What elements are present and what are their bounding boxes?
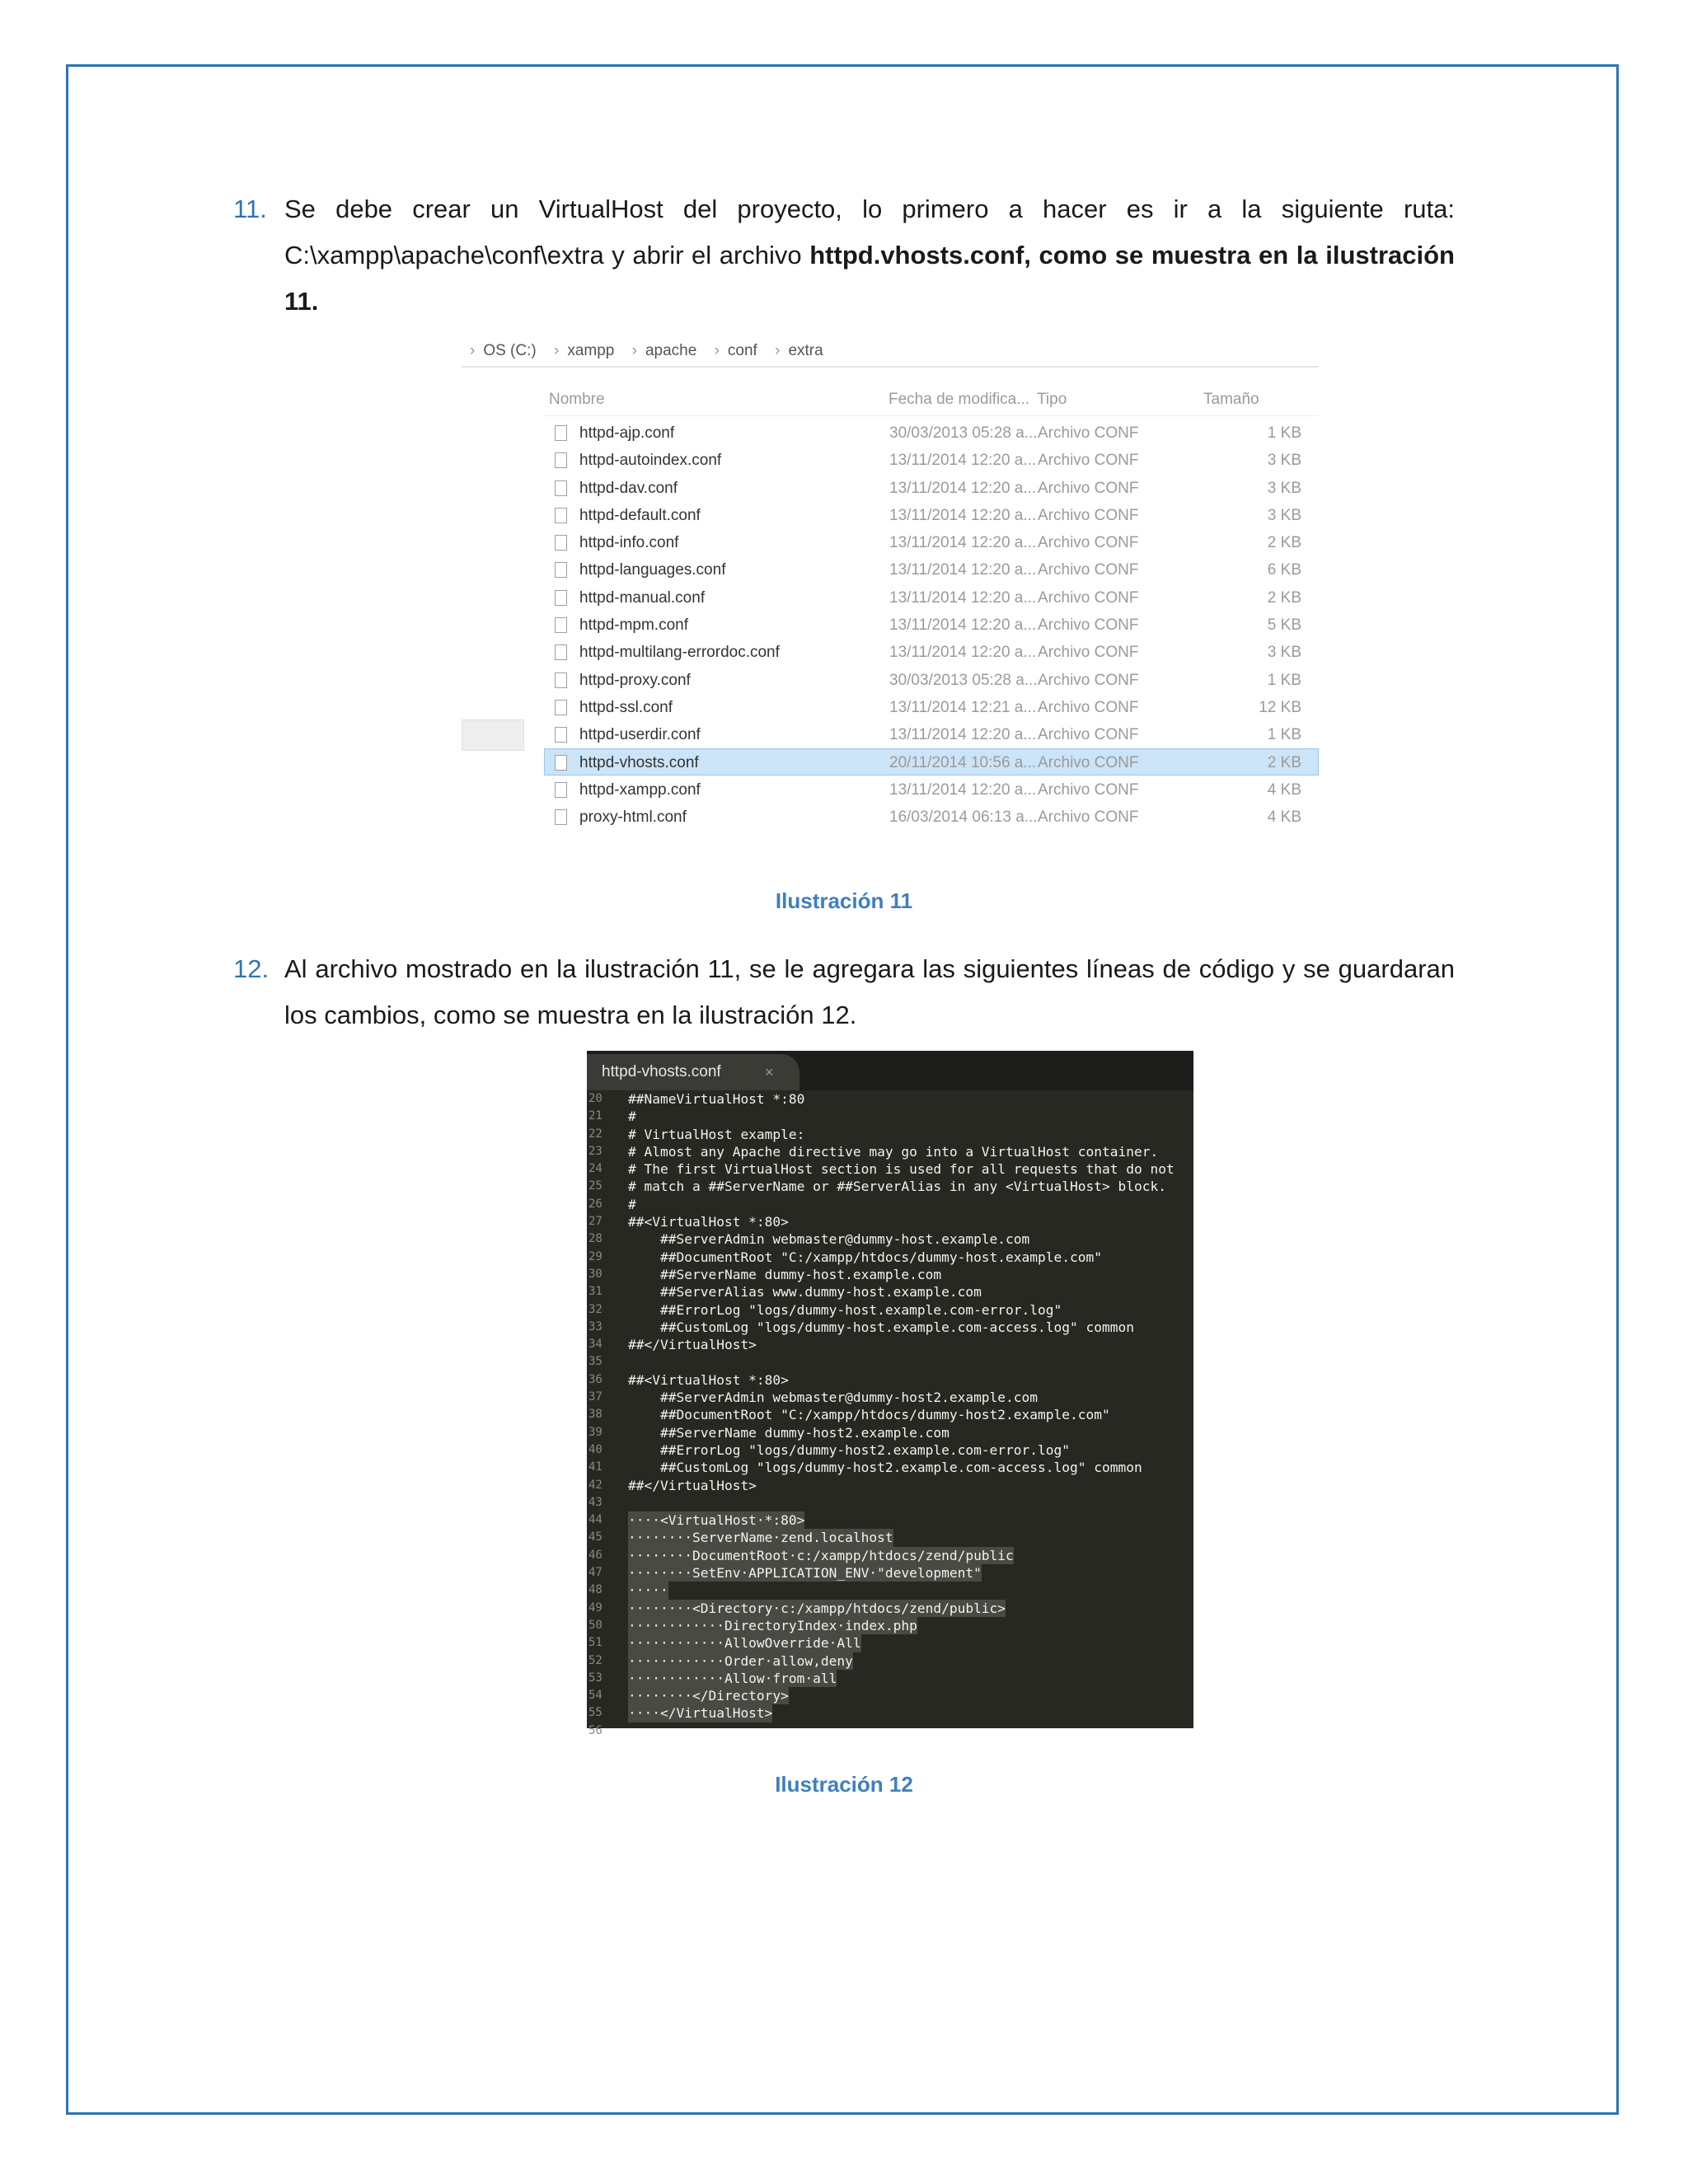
code-line (587, 1336, 1193, 1353)
file-icon (555, 452, 567, 468)
file-size: 4 KB (1267, 808, 1301, 827)
code-line (587, 1126, 1193, 1143)
code-line (587, 1213, 1193, 1230)
file-date: 13/11/2014 12:20 a... (889, 506, 1037, 524)
line-content: # Almost any Apache directive may go into a VirtualHost container. (628, 1143, 1159, 1160)
line-number: 52 (588, 1653, 603, 1667)
line-number: 35 (588, 1355, 603, 1369)
file-type: Archivo CONF (1038, 808, 1139, 827)
file-type: Archivo CONF (1038, 780, 1139, 799)
line-content: ········ServerName·zend.localhost (628, 1530, 893, 1546)
line-content: ············Allow·from·all (628, 1670, 837, 1686)
line-number: 42 (588, 1478, 603, 1492)
step-12-text: Al archivo mostrado en la ilustración 11, se le agregara las siguientes líneas de código y se guardaran los cambios, como se muestra en la ilustración 12. (284, 954, 1455, 1029)
breadcrumb-conf[interactable]: conf (727, 342, 757, 359)
line-number: 54 (588, 1689, 603, 1703)
file-name: httpd-info.conf (579, 534, 679, 552)
file-explorer-screenshot (462, 336, 1319, 831)
file-name: httpd-ajp.conf (579, 424, 675, 442)
line-number: 22 (588, 1127, 603, 1141)
code-line (587, 1406, 1193, 1423)
line-content: # VirtualHost example: (628, 1126, 805, 1142)
code-line (587, 1301, 1193, 1319)
line-content: ##</VirtualHost> (628, 1477, 757, 1493)
line-content: ········SetEnv·APPLICATION_ENV·"development" (628, 1565, 982, 1582)
column-header-date[interactable]: Fecha de modifica... (889, 391, 1030, 408)
column-header-name[interactable]: Nombre (549, 391, 605, 408)
line-content: ##DocumentRoot "C:/xampp/htdocs/dummy-host.example.com" (628, 1249, 1102, 1265)
file-date: 30/03/2013 05:28 a... (889, 424, 1038, 442)
line-content: ##ServerAdmin webmaster@dummy-host.example.com (628, 1231, 1030, 1248)
file-date: 13/11/2014 12:20 a... (889, 588, 1037, 607)
line-content: ##DocumentRoot "C:/xampp/htdocs/dummy-host2.example.com" (628, 1407, 1110, 1423)
line-content: ##ServerAdmin webmaster@dummy-host2.example.com (628, 1390, 1039, 1406)
line-number: 25 (588, 1179, 603, 1193)
file-list (544, 419, 1319, 830)
file-type: Archivo CONF (1038, 644, 1139, 662)
file-row[interactable] (544, 419, 1319, 446)
breadcrumb-apache[interactable]: apache (645, 342, 697, 359)
file-name: httpd-xampp.conf (579, 780, 701, 799)
file-name: httpd-default.conf (579, 506, 701, 524)
address-breadcrumb (462, 336, 1319, 368)
line-number: 47 (588, 1566, 603, 1580)
line-content: ##<VirtualHost *:80> (628, 1371, 789, 1388)
file-date: 13/11/2014 12:20 a... (889, 479, 1037, 497)
file-icon (555, 425, 567, 441)
step-11-number: 11. (233, 194, 267, 223)
line-number: 44 (588, 1513, 603, 1527)
file-name: httpd-vhosts.conf (579, 753, 699, 771)
line-content: # The first VirtualHost section is used for all requests that do not (628, 1161, 1175, 1178)
line-number: 30 (588, 1267, 603, 1281)
file-name: httpd-dav.conf (579, 479, 678, 497)
file-date: 16/03/2014 06:13 a... (889, 808, 1038, 827)
code-line (587, 1196, 1193, 1213)
file-icon (555, 700, 567, 715)
line-number: 24 (588, 1162, 603, 1176)
tab-title: httpd-vhosts.conf (602, 1063, 721, 1080)
code-line (587, 1600, 1193, 1617)
step-11 (233, 186, 1455, 325)
step-11-text: Se debe crear un VirtualHost del proyecto, lo primero a hacer es ir a la siguiente ruta: C:\xampp\apache\conf\extra y abrir el archivo httpd.vhosts.conf, como se muestra en la ilustración 11. (284, 194, 1455, 316)
file-size: 3 KB (1267, 479, 1301, 497)
file-type: Archivo CONF (1038, 753, 1139, 771)
code-line (587, 1704, 1193, 1722)
file-row[interactable] (544, 474, 1319, 501)
breadcrumb-extra[interactable]: extra (788, 342, 823, 359)
step-12-number: 12. (233, 954, 270, 983)
file-name: httpd-multilang-errordoc.conf (579, 644, 780, 662)
line-content: ##CustomLog "logs/dummy-host.example.com-access.log" common (628, 1319, 1134, 1335)
line-number: 38 (588, 1408, 603, 1422)
file-size: 5 KB (1267, 616, 1301, 635)
file-size: 1 KB (1267, 424, 1301, 442)
chevron-right-icon: › (714, 342, 720, 359)
code-line (587, 1547, 1193, 1564)
line-number: 45 (588, 1530, 603, 1544)
line-number: 36 (588, 1372, 603, 1386)
file-row[interactable] (544, 611, 1319, 638)
line-number: 26 (588, 1197, 603, 1211)
file-date: 20/11/2014 10:56 a... (889, 753, 1037, 771)
line-content: ##ServerName dummy-host.example.com (628, 1266, 942, 1282)
file-row[interactable] (544, 776, 1319, 803)
file-icon (555, 673, 567, 688)
code-line (587, 1511, 1193, 1529)
file-date: 13/11/2014 12:20 a... (889, 726, 1037, 744)
line-number: 39 (588, 1425, 603, 1439)
line-content: ············Order·allow,deny (628, 1652, 853, 1669)
file-icon (555, 782, 567, 798)
file-size: 2 KB (1267, 534, 1301, 552)
line-number: 27 (588, 1215, 603, 1229)
file-date: 13/11/2014 12:20 a... (889, 534, 1037, 552)
file-type: Archivo CONF (1038, 506, 1139, 524)
tab-bar (587, 1051, 1193, 1090)
file-size: 3 KB (1267, 644, 1301, 662)
file-icon (555, 562, 567, 578)
file-row[interactable] (544, 638, 1319, 665)
file-row[interactable] (544, 555, 1319, 583)
code-line (587, 1582, 1193, 1599)
drag-ghost (462, 719, 524, 751)
line-number: 55 (588, 1706, 603, 1720)
file-name: httpd-autoindex.conf (579, 452, 722, 470)
line-content: ············AllowOverride·All (628, 1635, 861, 1652)
line-content: ##ErrorLog "logs/dummy-host2.example.com-error.log" (628, 1441, 1071, 1458)
line-number: 33 (588, 1319, 603, 1333)
line-number: 40 (588, 1442, 603, 1456)
line-number: 53 (588, 1671, 603, 1685)
file-row[interactable] (544, 803, 1319, 830)
line-content: ##</VirtualHost> (628, 1337, 757, 1353)
file-row[interactable] (544, 666, 1319, 693)
file-type: Archivo CONF (1038, 698, 1139, 716)
file-name: httpd-userdir.conf (579, 726, 701, 744)
file-name: httpd-manual.conf (579, 588, 706, 607)
code-line (587, 1230, 1193, 1248)
code-editor-screenshot (587, 1051, 1193, 1737)
code-line (587, 1424, 1193, 1441)
file-date: 30/03/2013 05:28 a... (889, 671, 1038, 689)
line-number: 56 (588, 1723, 603, 1737)
file-size: 2 KB (1267, 753, 1301, 771)
file-name: httpd-proxy.conf (579, 671, 691, 689)
code-line (587, 1371, 1193, 1389)
line-number: 43 (588, 1495, 603, 1509)
line-number: 50 (588, 1618, 603, 1632)
line-number: 21 (588, 1109, 603, 1123)
code-line (587, 1441, 1193, 1459)
code-line (587, 1353, 1193, 1371)
line-content: ##ErrorLog "logs/dummy-host.example.com-error.log" (628, 1301, 1062, 1318)
file-date: 13/11/2014 12:20 a... (889, 780, 1037, 799)
code-line (587, 1494, 1193, 1511)
code-line (587, 1108, 1193, 1125)
code-line (587, 1459, 1193, 1476)
file-row[interactable] (544, 693, 1319, 720)
file-size: 1 KB (1267, 671, 1301, 689)
line-number: 46 (588, 1548, 603, 1562)
file-size: 1 KB (1267, 726, 1301, 744)
file-type: Archivo CONF (1038, 534, 1139, 552)
file-type: Archivo CONF (1038, 726, 1139, 744)
file-type: Archivo CONF (1038, 452, 1139, 470)
file-date: 13/11/2014 12:21 a... (889, 698, 1037, 716)
line-content: ##NameVirtualHost *:80 (628, 1091, 805, 1107)
file-icon (555, 590, 567, 606)
code-line (587, 1670, 1193, 1687)
file-date: 13/11/2014 12:20 a... (889, 452, 1037, 470)
line-content: # (628, 1196, 636, 1212)
file-date: 13/11/2014 12:20 a... (889, 644, 1037, 662)
line-number: 41 (588, 1460, 603, 1474)
code-line (587, 1160, 1193, 1178)
step-12 (233, 946, 1455, 1038)
file-type: Archivo CONF (1038, 616, 1139, 635)
code-line (587, 1178, 1193, 1195)
chevron-right-icon: › (775, 342, 781, 359)
line-content: ········<Directory·c:/xampp/htdocs/zend/public> (628, 1600, 1006, 1616)
file-icon (555, 809, 567, 825)
line-content: ········</Directory> (628, 1688, 789, 1704)
line-number: 28 (588, 1232, 603, 1246)
chevron-right-icon: › (631, 342, 637, 359)
code-line (587, 1283, 1193, 1301)
line-content: ····<VirtualHost·*:80> (628, 1512, 805, 1529)
line-number: 37 (588, 1390, 603, 1404)
file-icon (555, 755, 567, 771)
file-name: proxy-html.conf (579, 808, 687, 827)
close-icon[interactable]: × (765, 1064, 774, 1080)
file-row[interactable] (544, 446, 1319, 473)
file-name: httpd-ssl.conf (579, 698, 673, 716)
code-line (587, 1389, 1193, 1406)
column-headers (544, 386, 1319, 416)
file-row[interactable] (544, 501, 1319, 528)
file-icon (555, 617, 567, 633)
line-number: 29 (588, 1249, 603, 1263)
code-line (587, 1634, 1193, 1652)
file-size: 6 KB (1267, 561, 1301, 579)
breadcrumb-xampp[interactable]: xampp (567, 342, 615, 359)
code-line (587, 1477, 1193, 1494)
breadcrumb-os[interactable]: OS (C:) (483, 342, 537, 359)
column-header-type[interactable]: Tipo (1037, 391, 1067, 408)
file-type: Archivo CONF (1038, 479, 1139, 497)
line-number: 49 (588, 1601, 603, 1615)
step-11-bold: httpd.vhosts.conf, como se muestra en la ilustración 11. (284, 241, 1455, 316)
code-line (587, 1617, 1193, 1634)
file-date: 13/11/2014 12:20 a... (889, 561, 1037, 579)
file-type: Archivo CONF (1038, 561, 1139, 579)
line-content: ##ServerName dummy-host2.example.com (628, 1424, 950, 1441)
file-row[interactable] (544, 528, 1319, 555)
file-size: 3 KB (1267, 452, 1301, 470)
file-size: 3 KB (1267, 506, 1301, 524)
chevron-right-icon: › (554, 342, 560, 359)
file-icon (555, 727, 567, 743)
line-content: # match a ##ServerName or ##ServerAlias in any <VirtualHost> block. (628, 1179, 1166, 1195)
code-line (587, 1529, 1193, 1546)
code-line (587, 1249, 1193, 1266)
line-content: # (628, 1108, 636, 1125)
line-number: 48 (588, 1583, 603, 1597)
line-content: ##ServerAlias www.dummy-host.example.com (628, 1284, 982, 1301)
line-number: 31 (588, 1285, 603, 1299)
line-number: 23 (588, 1144, 603, 1158)
code-area[interactable] (587, 1090, 1193, 1740)
file-row[interactable] (544, 720, 1319, 748)
line-number: 51 (588, 1636, 603, 1650)
file-size: 2 KB (1267, 588, 1301, 607)
code-line (587, 1319, 1193, 1336)
file-name: httpd-mpm.conf (579, 616, 688, 635)
file-name: httpd-languages.conf (579, 561, 726, 579)
line-content: ········DocumentRoot·c:/xampp/htdocs/zend/public (628, 1547, 1014, 1563)
code-line (587, 1687, 1193, 1704)
line-number: 20 (588, 1092, 603, 1105)
code-line (587, 1143, 1193, 1160)
file-type: Archivo CONF (1038, 588, 1139, 607)
code-line (587, 1652, 1193, 1670)
code-line (587, 1090, 1193, 1108)
file-type: Archivo CONF (1038, 671, 1139, 689)
line-content: ············DirectoryIndex·index.php (628, 1617, 917, 1633)
line-content: ····</VirtualHost> (628, 1705, 773, 1722)
code-line (587, 1722, 1193, 1740)
file-size: 12 KB (1259, 698, 1301, 716)
file-icon (555, 535, 567, 551)
chevron-right-icon: › (470, 342, 476, 359)
file-row[interactable] (544, 748, 1319, 776)
caption-ilustracion-12: Ilustración 12 (775, 1772, 913, 1797)
code-line (587, 1564, 1193, 1582)
file-size: 4 KB (1267, 780, 1301, 799)
column-header-size[interactable]: Tamaño (1203, 391, 1259, 408)
file-date: 13/11/2014 12:20 a... (889, 616, 1037, 635)
line-content: ##CustomLog "logs/dummy-host2.example.com-access.log" common (628, 1460, 1142, 1476)
line-number: 34 (588, 1338, 603, 1352)
file-icon (555, 508, 567, 523)
file-icon (555, 644, 567, 660)
line-number: 32 (588, 1302, 603, 1316)
code-line (587, 1266, 1193, 1283)
caption-ilustracion-11: Ilustración 11 (775, 888, 913, 913)
file-row[interactable] (544, 583, 1319, 611)
tab-httpd-vhosts[interactable] (587, 1054, 799, 1090)
file-type: Archivo CONF (1038, 424, 1139, 442)
line-content: ##<VirtualHost *:80> (628, 1214, 789, 1230)
line-content: ····· (628, 1582, 668, 1599)
file-icon (555, 480, 567, 496)
